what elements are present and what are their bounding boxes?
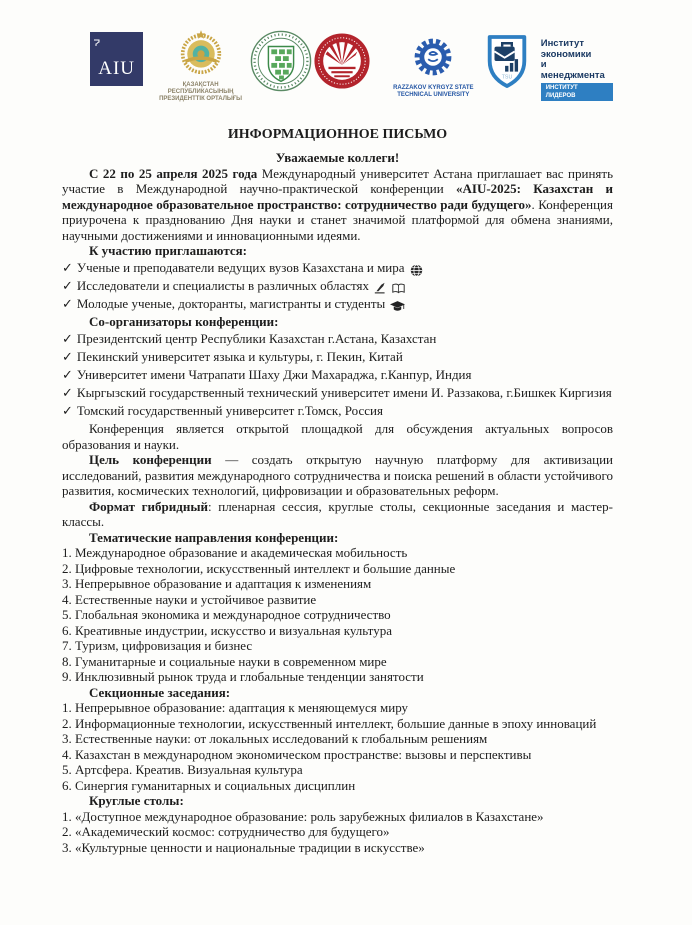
session-item: 5. Артсфера. Креатив. Визуальная культура — [62, 762, 303, 778]
check-icon: ✓ — [62, 386, 73, 402]
coorganizer-text: Пекинский университет языка и культуры, г. Пекин, Китай — [76, 349, 403, 365]
session-item: 2. Информационные технологии, искусственный интеллект, большие данные в эпоху инноваций — [62, 715, 597, 731]
goal-paragraph — [62, 452, 613, 499]
president-center-caption-line1: ҚАЗАҚСТАН РЕСПУБЛИКАСЫНЫҢ — [167, 82, 234, 95]
conference-name: «AIU-2025: Казахстан и международное образовательное пространство: сотрудничество ради будущего» — [62, 181, 613, 212]
coorganizer-text: Томский государственный университет г.Томск, Россия — [76, 403, 383, 419]
session-item: 4. Казахстан в международном экономическом пространстве: вызовы и перспективы — [62, 746, 532, 762]
book-icon — [392, 279, 405, 294]
goal-text: — создать открытую научную платформу для активизации исследований, развития международного сотрудничества и поиска решений в области устойчивого развития, космических технологий, цифровизации и образовательных реформ. — [62, 452, 613, 499]
intro-text-2: . Конференция приурочена к празднованию Дня науки и станет значимой платформой для обмена знаниями, научными достижениями и инновационными идеями. — [62, 196, 613, 243]
intro-dates: С 22 по 25 апреля 2025 года — [89, 165, 258, 181]
coorganizer-text: Университет имени Чатрапати Шаху Джи Махараджа, г.Канпур, Индия — [76, 367, 472, 383]
aiu-logo — [90, 32, 143, 86]
president-center-caption-line2: ПРЕЗИДЕНТТІК ОРТАЛЫҒЫ — [159, 96, 243, 102]
topic-item: 3. Непрерывное образование и адаптация к изменениям — [62, 576, 372, 592]
participant-item — [62, 278, 613, 295]
writing-hand-icon — [374, 279, 387, 294]
intro-paragraph — [62, 166, 613, 244]
topic-item: 5. Глобальная экономика и международное сотрудничество — [62, 607, 391, 623]
roundtables-heading: Круглые столы: — [89, 793, 184, 809]
globe-icon — [410, 261, 423, 276]
aiu-ornament-icon — [93, 34, 101, 52]
check-icon: ✓ — [62, 297, 73, 313]
razzakov-caption — [393, 85, 473, 99]
roundtable-item: 2. «Академический космос: сотрудничество для будущего» — [62, 824, 390, 840]
aiu-logo-text: AIU — [98, 58, 136, 79]
topic-item: 4. Естественные науки и устойчивое развитие — [62, 591, 317, 607]
topic-item: 1. Международное образование и академическая мобильность — [62, 545, 408, 561]
header-logos — [90, 30, 613, 102]
check-icon: ✓ — [62, 350, 73, 366]
check-icon: ✓ — [62, 368, 73, 384]
tsu-name-line3: и менеджмента — [540, 59, 605, 81]
coorganizer-text: Президентский центр Республики Казахстан г.Астана, Казахстан — [76, 331, 437, 347]
president-center-emblem-icon — [179, 30, 223, 81]
coorganizer-item — [62, 331, 613, 348]
participant-text: Молодые ученые, докторанты, магистранты и студенты — [76, 296, 386, 312]
participant-item — [62, 296, 613, 313]
razzakov-gear-icon — [412, 36, 454, 83]
session-item: 1. Непрерывное образование: адаптация к меняющемуся миру — [62, 700, 409, 716]
coorganizer-item — [62, 349, 613, 366]
graduation-cap-icon — [390, 297, 405, 312]
razzakov-caption-line1: RAZZAKOV KYRGYZ STATE — [393, 85, 474, 91]
topic-item: 6. Креативные индустрии, искусство и визуальная культура — [62, 622, 392, 638]
format-text: : пленарная сессия, круглые столы, секционные заседания и мастер-классы. — [62, 498, 613, 530]
coorganizer-text: Кыргызский государственный технический университет имени И. Раззакова, г.Бишкек Киргизия — [76, 385, 612, 401]
tsu-shield-label: TSU — [501, 74, 513, 81]
session-item: 6. Синергия гуманитарных и социальных дисциплин — [62, 777, 356, 793]
roundtable-item: 1. «Доступное международное образование: роль зарубежных филиалов в Казахстане» — [62, 808, 544, 824]
check-icon: ✓ — [62, 332, 73, 348]
intro-text-1: Международный университет Астана приглашает вас принять участие в Международной научно-практической конференции — [62, 165, 613, 196]
document-title: ИНФОРМАЦИОННОЕ ПИСЬМО — [227, 127, 448, 142]
participant-item — [62, 260, 613, 277]
coorganizer-item — [62, 367, 613, 384]
check-icon: ✓ — [62, 261, 73, 276]
razzakov-university-logo — [391, 36, 476, 99]
goal-label: Цель конференции — [89, 452, 212, 468]
tsu-institute-name — [541, 39, 613, 102]
participants-heading: К участию приглашаются: — [89, 243, 247, 258]
topic-item: 8. Гуманитарные и социальные науки в современном мире — [62, 653, 387, 669]
participant-text: Ученые и преподаватели ведущих вузов Казахстана и мира — [76, 260, 405, 275]
sessions-heading: Секционные заседания: — [89, 684, 231, 700]
tsu-shield-icon — [482, 32, 532, 97]
president-center-caption — [153, 82, 248, 103]
open-platform-paragraph: Конференция является открытой площадкой для обсуждения актуальных вопросов образования и науки. — [62, 421, 613, 452]
salutation: Уважаемые коллеги! — [275, 150, 400, 165]
razzakov-caption-line2: TECHNICAL UNIVERSITY — [397, 92, 470, 98]
topic-item: 7. Туризм, цифровизация и бизнес — [62, 638, 253, 654]
tsu-leaders-badge: ИНСТИТУТ ЛИДЕРОВ — [541, 83, 613, 101]
coorganizer-item — [62, 385, 613, 402]
roundtable-item: 3. «Культурные ценности и национальные традиции в искусстве» — [62, 839, 425, 855]
blcu-seal-icon — [250, 30, 312, 97]
tsu-name-line1: Институт — [540, 38, 585, 49]
participant-text: Исследователи и специалисты в различных областях — [76, 278, 369, 294]
topics-heading: Тематические направления конференции: — [89, 529, 339, 545]
check-icon: ✓ — [62, 404, 73, 420]
president-center-logo — [153, 30, 248, 103]
format-label: Формат гибридный — [89, 498, 208, 514]
csjm-university-seal-icon — [313, 32, 371, 95]
session-item: 3. Естественные науки: от локальных исследований к глобальным решениям — [62, 731, 488, 747]
topic-item: 9. Инклюзивный рынок труда и глобальные тенденции занятости — [62, 669, 424, 685]
coorganizer-item — [62, 403, 613, 420]
topic-item: 2. Цифровые технологии, искусственный интеллект и большие данные — [62, 560, 456, 576]
coorganizers-heading: Со-организаторы конференции: — [89, 314, 279, 330]
check-icon: ✓ — [62, 279, 73, 295]
format-paragraph — [62, 499, 613, 530]
tsu-name-line2: экономики — [540, 48, 592, 60]
